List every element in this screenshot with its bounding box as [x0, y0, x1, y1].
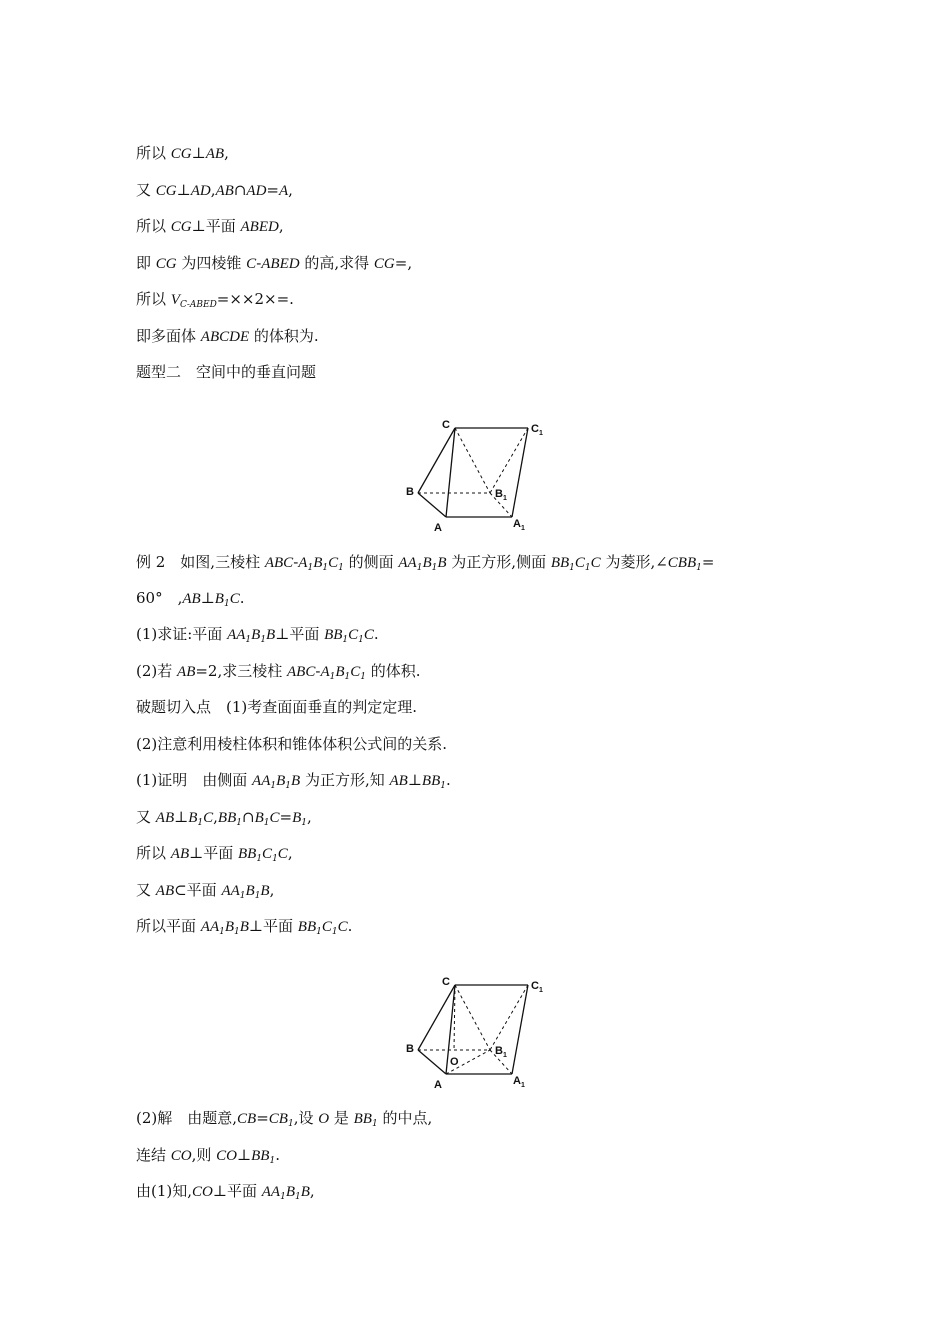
label-C1-sub: 1: [539, 430, 543, 437]
edge: [418, 493, 446, 517]
text-line-8: 例 2 如图,三棱柱 ABC-$A_1B_1C_1$ 的侧面 $AA_1B_1B$ 为正方形,侧面 $BB_1C_1C$ 为菱形$,\angle CBB_1=$: [136, 553, 715, 573]
label-B: B: [406, 1043, 414, 1055]
label-O: O: [450, 1056, 459, 1068]
label-B1-sub: 1: [503, 495, 507, 502]
edge: [418, 1050, 446, 1074]
text-line-18: 所以平面 $AA_1B_1B\perp$平面 $BB_1C_1C$.: [136, 917, 353, 937]
text-line-11: (2)若 AB=2,求三棱柱 ABC-$A_1B_1C_1$ 的体积.: [136, 662, 421, 682]
label-A1-sub: 1: [521, 1082, 525, 1089]
text-line-2: 又 CG⊥AD,AB∩AD=A,: [136, 181, 293, 199]
label-A1-sub: 1: [521, 525, 525, 532]
text-line-4: 即 CG 为四棱锥 C-ABED 的高,求得 CG=,: [136, 254, 413, 272]
text-line-15: 又 $AB\perp B_1C,BB_1\cap B_1C=B_1$,: [136, 808, 312, 828]
text-line-9: 60° $,AB\perp B_1C$.: [136, 589, 245, 609]
text-line-13: (2)注意利用棱柱体积和锥体体积公式间的关系.: [136, 735, 448, 753]
label-C1: C: [531, 423, 539, 435]
text-line-6: 即多面体 ABCDE 的体积为.: [136, 327, 319, 345]
label-B: B: [406, 486, 414, 498]
edge: [512, 428, 528, 517]
label-A1: A: [513, 518, 521, 530]
label-C1-sub: 1: [539, 987, 543, 994]
text-line-21: 由(1)知,CO⊥平面 $AA_1B_1B$,: [136, 1182, 315, 1202]
prism-figure-1: [400, 415, 550, 535]
text-line-3: 所以 CG⊥平面 ABED,: [136, 217, 284, 235]
label-C: C: [442, 419, 450, 431]
label-C1: C: [531, 980, 539, 992]
edge: [512, 985, 528, 1074]
section-heading: 题型二 空间中的垂直问题: [136, 363, 317, 381]
text-line-17: 又 AB⊂平面 $AA_1B_1B$,: [136, 881, 275, 901]
text-line-1: 所以 CG⊥AB,: [136, 144, 229, 162]
label-A: A: [434, 522, 442, 534]
label-C: C: [442, 976, 450, 988]
prism-figure-2: [400, 972, 550, 1092]
label-B1-sub: 1: [503, 1052, 507, 1059]
label-A: A: [434, 1079, 442, 1091]
text-line-14: (1)证明 由侧面 $AA_1B_1B$ 为正方形,知 $AB\perp BB_1$.: [136, 771, 451, 791]
hidden-edge: [455, 428, 490, 493]
label-B1: B: [495, 1045, 503, 1057]
text-line-12: 破题切入点 (1)考查面面垂直的判定定理.: [136, 698, 418, 716]
hidden-edge: [455, 985, 490, 1050]
text-line-19: (2)解 由题意$,CB=CB_1$,设 O 是 $BB_1$ 的中点,: [136, 1109, 433, 1129]
label-B1: B: [495, 488, 503, 500]
label-A1: A: [513, 1075, 521, 1087]
text-line-10: (1)求证:平面 $AA_1B_1B\perp$平面 $BB_1C_1C$.: [136, 625, 379, 645]
text-line-20: 连结 CO,则 $CO\perp BB_1$.: [136, 1146, 280, 1166]
text-line-5: 所以 $V_{C-ABED}=\times\times 2\times=$.: [136, 290, 294, 310]
text-line-16: 所以 AB⊥平面 $BB_1C_1C$,: [136, 844, 293, 864]
